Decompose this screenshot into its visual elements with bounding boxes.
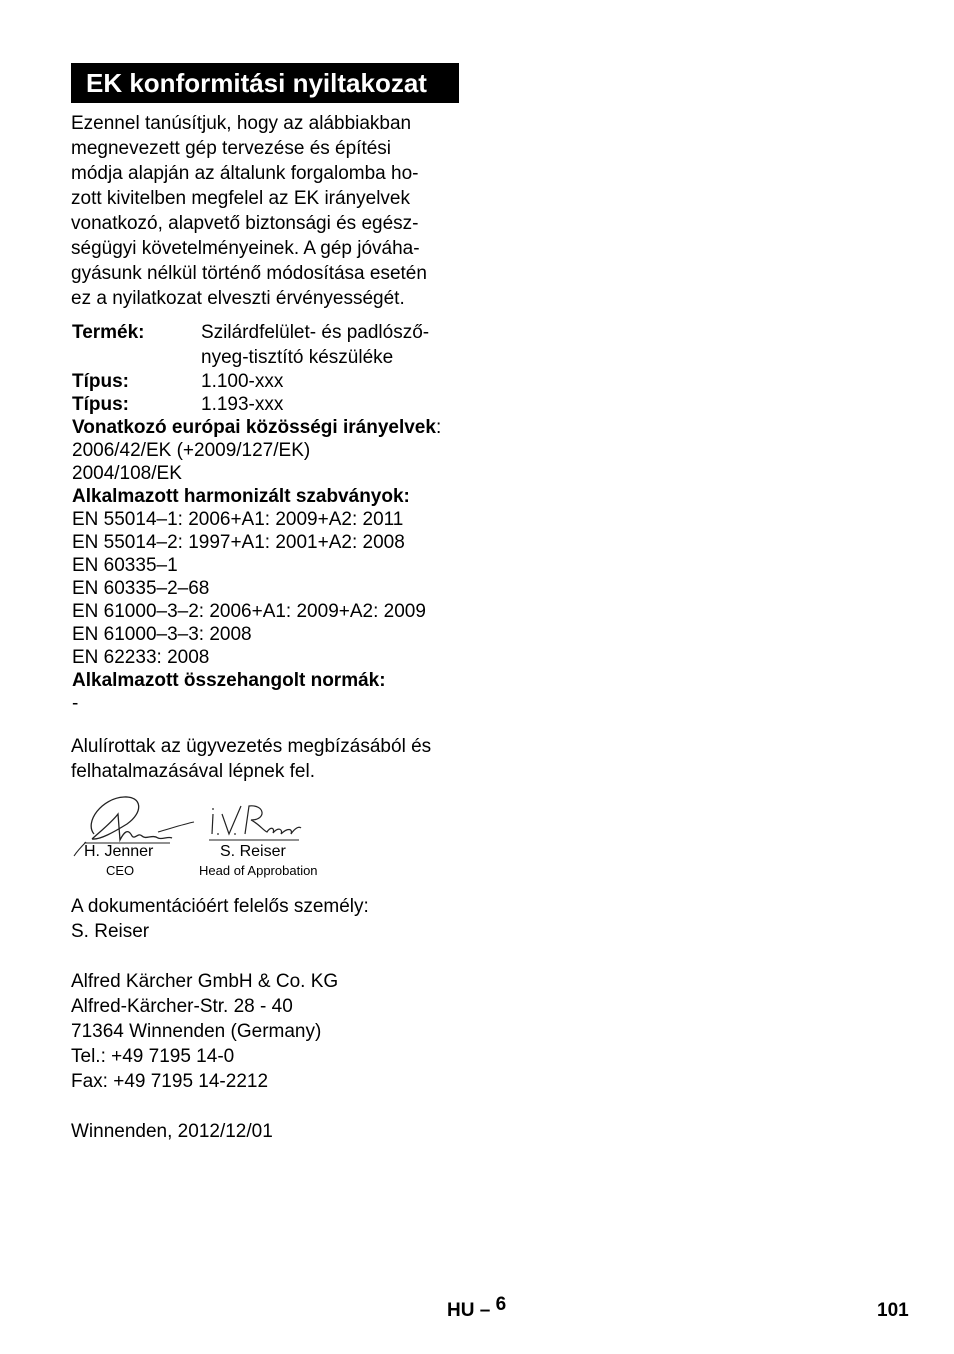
signature-reiser xyxy=(209,800,303,844)
page-number: 101 xyxy=(877,1300,909,1321)
intro-paragraph xyxy=(71,111,471,311)
place-date: Winnenden, 2012/12/01 xyxy=(71,1121,273,1142)
directives-colon: : xyxy=(435,417,442,438)
type-label: Típus: xyxy=(72,394,129,415)
company-line: Fax: +49 7195 14-2212 xyxy=(71,1071,269,1092)
footer-lang: HU xyxy=(447,1300,475,1321)
intro-line: módja alapján az általunk forgalomba ho- xyxy=(71,163,419,184)
signatory-name: H. Jenner xyxy=(84,843,154,860)
intro-line: megnevezett gép tervezése és építési xyxy=(71,138,392,159)
standard-item: EN 61000–3–3: 2008 xyxy=(72,624,252,645)
company-line: Alfred-Kärcher-Str. 28 - 40 xyxy=(71,996,293,1017)
directive-item: 2006/42/EK (+2009/127/EK) xyxy=(72,440,311,461)
company-line: Tel.: +49 7195 14-0 xyxy=(71,1046,235,1067)
standard-item: EN 62233: 2008 xyxy=(72,647,210,668)
intro-line: Ezennel tanúsítjuk, hogy az alábbiakban xyxy=(71,113,412,134)
type-value: 1.100-xxx xyxy=(201,371,284,392)
intro-line: ségügyi követelményeinek. A gép jóváha- xyxy=(71,238,420,259)
directives-heading xyxy=(72,416,492,439)
intro-line: zott kivitelben megfelel az EK irányelvek xyxy=(71,188,410,209)
footer-section xyxy=(447,1294,507,1322)
type-row xyxy=(72,370,492,393)
norms-heading: Alkalmazott összehangolt normák: xyxy=(72,670,386,691)
signatory-name: S. Reiser xyxy=(220,843,286,860)
product-value-line: nyeg-tisztító készüléke xyxy=(201,347,394,368)
company-line: Alfred Kärcher GmbH & Co. KG xyxy=(71,971,339,992)
standard-item: EN 61000–3–2: 2006+A1: 2009+A2: 2009 xyxy=(72,601,426,622)
standards-heading: Alkalmazott harmonizált szabványok: xyxy=(72,486,410,507)
product-row xyxy=(72,320,492,370)
product-value xyxy=(201,320,492,370)
type-value: 1.193-xxx xyxy=(201,394,284,415)
intro-line: vonatkozó, alapvető biztonsági és egész- xyxy=(71,213,419,234)
directive-item: 2004/108/EK xyxy=(72,463,182,484)
standard-item: EN 60335–2–68 xyxy=(72,578,210,599)
page-title: EK konformitási nyiltakozat xyxy=(71,63,459,103)
intro-line: ez a nyilatkozat elveszti érvényességét. xyxy=(71,288,405,309)
authorization-line: Alulírottak az ügyvezetés megbízásából és xyxy=(71,736,432,757)
standard-item: EN 55014–2: 1997+A1: 2001+A2: 2008 xyxy=(72,532,405,553)
footer-section-number: 6 xyxy=(495,1294,507,1315)
type-label: Típus: xyxy=(72,371,129,392)
signatory-role: CEO xyxy=(106,863,135,878)
doc-person-name: S. Reiser xyxy=(71,921,150,942)
footer-dash: – xyxy=(479,1300,491,1321)
type-row xyxy=(72,393,492,416)
authorization-line: felhatalmazásával lépnek fel. xyxy=(71,761,315,782)
norms-value: - xyxy=(72,693,79,714)
company-line: 71364 Winnenden (Germany) xyxy=(71,1021,322,1042)
intro-line: gyásunk nélkül történő módosítása esetén xyxy=(71,263,427,284)
standard-item: EN 55014–1: 2006+A1: 2009+A2: 2011 xyxy=(72,509,404,530)
product-label: Termék: xyxy=(72,322,145,343)
standard-item: EN 60335–1 xyxy=(72,555,178,576)
directives-heading-text: Vonatkozó európai közösségi irányelvek xyxy=(72,417,436,438)
doc-person-label: A dokumentációért felelős személy: xyxy=(71,896,369,917)
signatory-role: Head of Approbation xyxy=(199,863,318,878)
signature-reiser-graphic xyxy=(209,800,303,844)
product-value-line: Szilárdfelület- és padlósző- xyxy=(201,322,430,343)
declaration-details xyxy=(72,320,492,715)
